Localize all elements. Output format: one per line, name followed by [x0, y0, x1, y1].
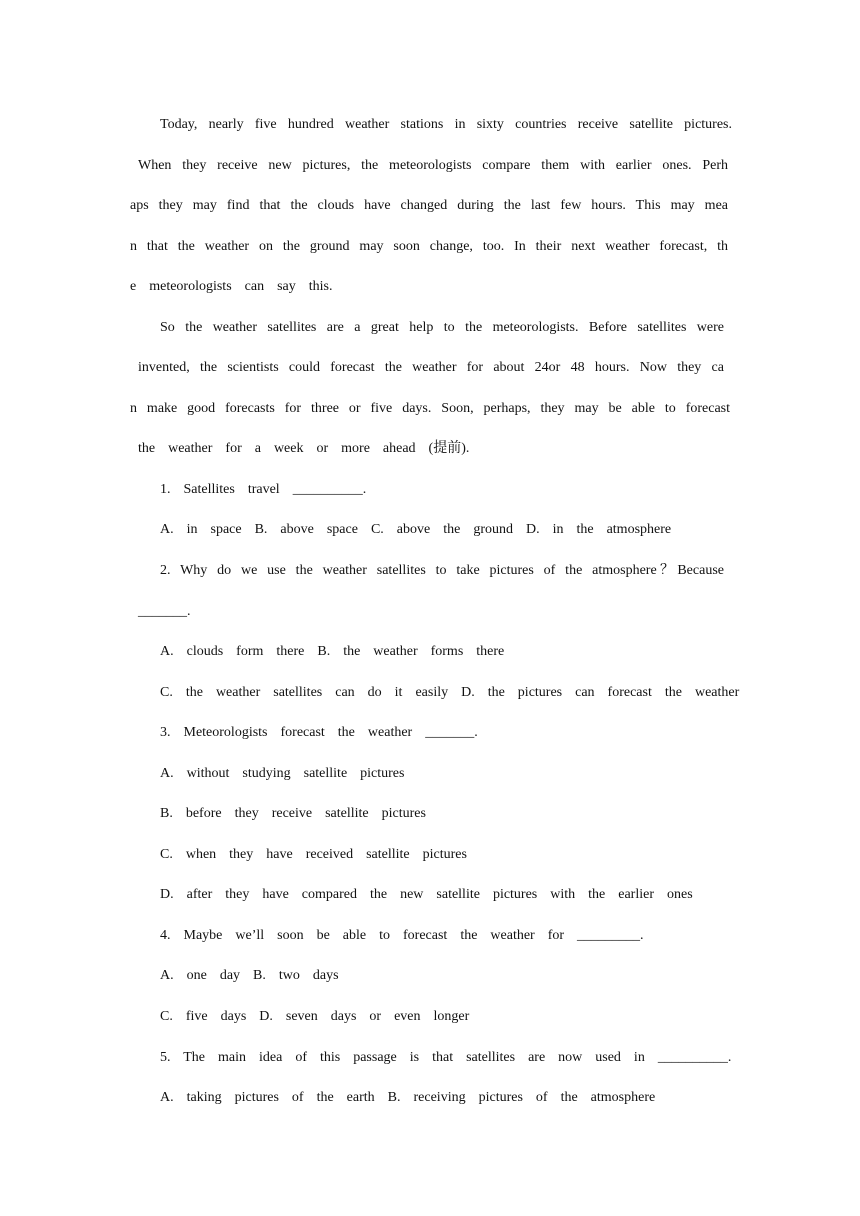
- question-2-stem: 2. Why do we use the weather satellites to take pictures of the atmosphere？Because: [160, 563, 724, 578]
- paragraph-2-line-4: the weather for a week or more ahead (提前).: [138, 441, 470, 456]
- question-4-stem: 4. Maybe we’ll soon be able to forecast the weather for _________.: [160, 928, 644, 943]
- question-3-option-b: B. before they receive satellite pictures: [160, 806, 426, 821]
- question-3-option-c: C. when they have received satellite pictures: [160, 847, 467, 862]
- question-1-options: A. in space B. above space C. above the ground D. in the atmosphere: [160, 522, 672, 537]
- question-2-options-ab: A. clouds form there B. the weather forms there: [160, 644, 505, 659]
- paragraph-2-line-2: invented, the scientists could forecast the weather for about 24or 48 hours. Now they ca: [138, 360, 724, 375]
- question-4-options-ab: A. one day B. two days: [160, 968, 339, 983]
- question-3-option-d: D. after they have compared the new satellite pictures with the earlier ones: [160, 887, 693, 902]
- question-3-option-a: A. without studying satellite pictures: [160, 766, 405, 781]
- question-5-stem: 5. The main idea of this passage is that satellites are now used in __________.: [160, 1050, 732, 1065]
- paragraph-1-line-3: aps they may find that the clouds have changed during the last few hours. This may mea: [130, 198, 728, 213]
- question-5-options-ab: A. taking pictures of the earth B. receiving pictures of the atmosphere: [160, 1090, 656, 1105]
- paragraph-2-line-1: So the weather satellites are a great help to the meteorologists. Before satellites were: [160, 320, 724, 335]
- question-3-stem: 3. Meteorologists forecast the weather _______.: [160, 725, 478, 740]
- paragraph-1-line-4: n that the weather on the ground may soon change, too. In their next weather forecast, th: [130, 239, 728, 254]
- paragraph-2-line-3: n make good forecasts for three or five days. Soon, perhaps, they may be able to forecast: [130, 401, 730, 416]
- paragraph-1-line-2: When they receive new pictures, the meteorologists compare them with earlier ones. Perh: [138, 158, 728, 173]
- question-2-stem-continued: _______.: [138, 604, 191, 619]
- question-1-stem: 1. Satellites travel __________.: [160, 482, 367, 497]
- paragraph-1-line-5: e meteorologists can say this.: [130, 279, 333, 294]
- question-4-options-cd: C. five days D. seven days or even longer: [160, 1009, 470, 1024]
- question-2-options-cd: C. the weather satellites can do it easily D. the pictures can forecast the weather: [160, 685, 740, 700]
- paragraph-1-line-1: Today, nearly five hundred weather stations in sixty countries receive satellite pictures.: [160, 117, 732, 132]
